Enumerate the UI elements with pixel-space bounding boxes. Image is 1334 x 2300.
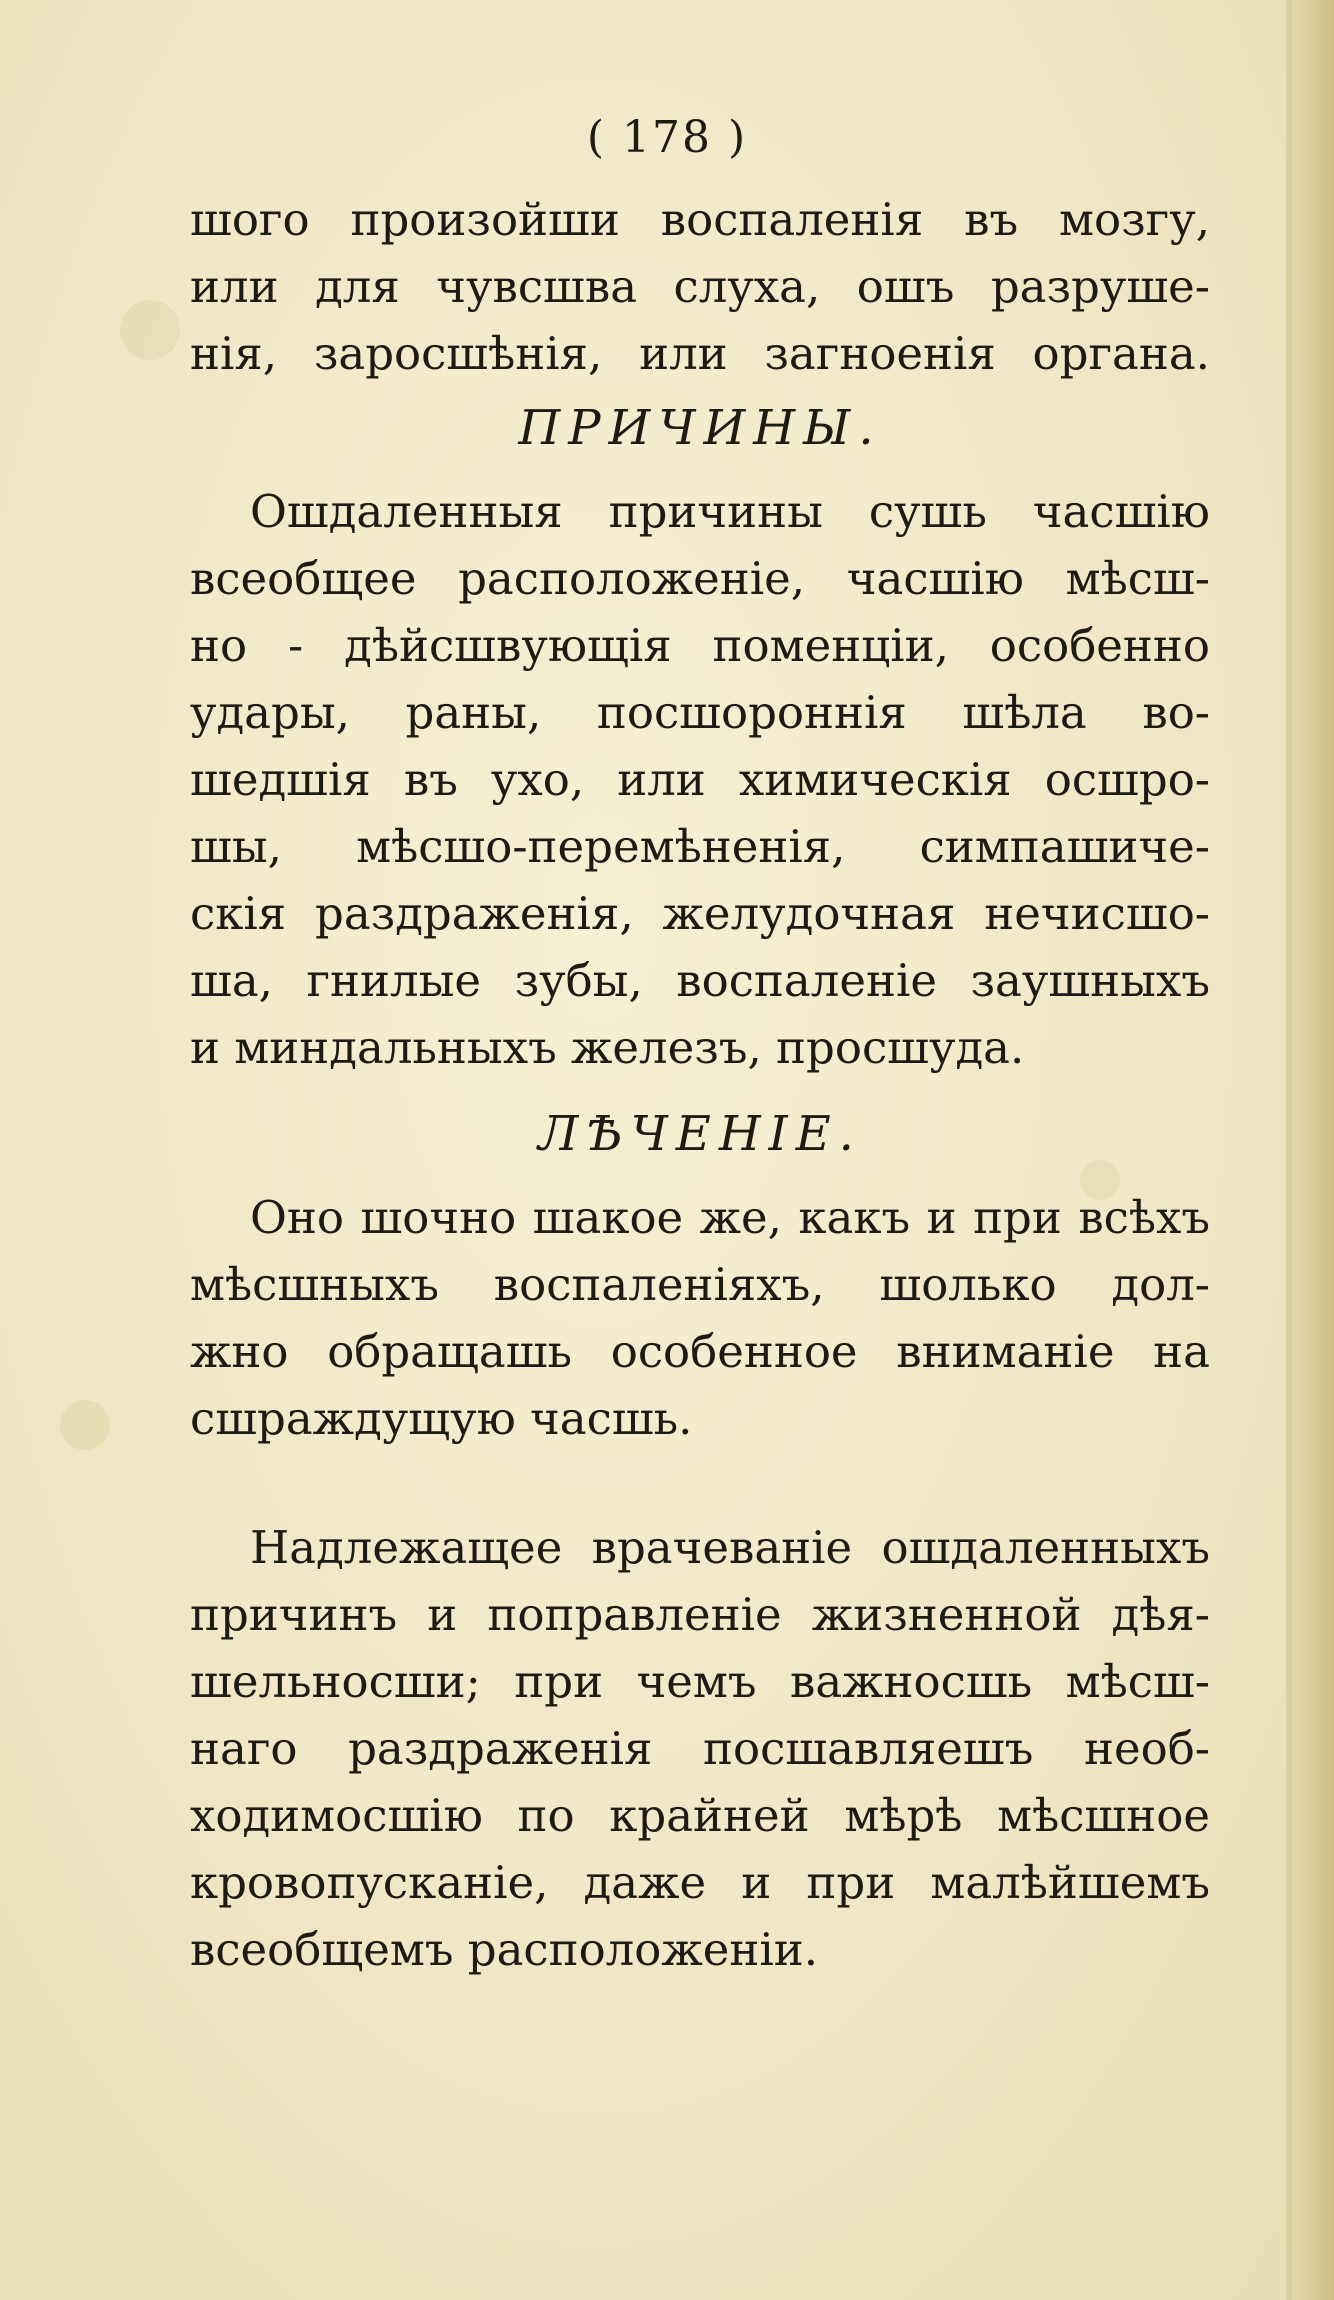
- text-line: но - дѣйсшвующія поменціи, особенно: [190, 619, 1210, 672]
- treatment-paragraph-2: [190, 1514, 1210, 1983]
- text-line: мѣсшныхъ воспаленіяхъ, шолько дол-: [190, 1258, 1210, 1311]
- treatment-paragraph: [190, 1184, 1210, 1452]
- text-line: всеобщемъ расположеніи.: [190, 1923, 819, 1976]
- text-line: причинъ и поправленіе жизненной дѣя-: [190, 1588, 1210, 1641]
- text-line: шы, мѣсшо-перемѣненія, симпашиче-: [190, 820, 1210, 873]
- paper-stain: [120, 300, 180, 360]
- text-line: шого произойши воспаленія въ мозгу,: [190, 193, 1210, 246]
- page-edge: [1292, 0, 1334, 2300]
- text-line: всеобщее расположеніе, часшію мѣсш-: [190, 552, 1210, 605]
- text-line: жно обращашь особенное вниманіе на: [190, 1325, 1210, 1378]
- text-line: Оно шочно шакое же, какъ и при всѣхъ: [250, 1191, 1210, 1244]
- text-line: ша, гнилые зубы, воспаленіе заушныхъ: [190, 954, 1210, 1007]
- text-line: шельносши; при чемъ важносшь мѣсш-: [190, 1655, 1210, 1708]
- text-line: нія, заросшѣнія, или загноенія органа.: [190, 327, 1210, 380]
- section-heading-treatment: ЛѢЧЕНІЕ.: [538, 1106, 862, 1162]
- text-line: ходимосшію по крайней мѣрѣ мѣсшное: [190, 1789, 1210, 1842]
- text-line: Ошдаленныя причины сушь часшію: [250, 485, 1210, 538]
- heading-causes-wrap: [190, 392, 1210, 464]
- paper-stain: [60, 1400, 110, 1450]
- text-line: кровопусканіе, даже и при малѣйшемъ: [190, 1856, 1210, 1909]
- text-line: шедшія въ ухо, или химическія осшро-: [190, 753, 1210, 806]
- text-line: скія раздраженія, желудочная нечисшо-: [190, 887, 1210, 940]
- text-line: или для чувсшва слуха, ошъ разруше-: [190, 260, 1210, 313]
- opening-paragraph: [190, 186, 1210, 387]
- page-number: ( 178 ): [586, 112, 748, 163]
- causes-paragraph: [190, 478, 1210, 1081]
- text-line: наго раздраженія посшавляешъ необ-: [190, 1722, 1210, 1775]
- text-line: сшраждущую часшь.: [190, 1392, 693, 1445]
- text-line: и миндальныхъ железъ, просшуда.: [190, 1021, 1025, 1074]
- heading-treatment-wrap: [190, 1098, 1210, 1170]
- section-heading-causes: ПРИЧИНЫ.: [518, 400, 882, 456]
- text-line: Надлежащее врачеваніе ошдаленныхъ: [250, 1521, 1210, 1574]
- text-line: удары, раны, посшороннія шѣла во-: [190, 686, 1210, 739]
